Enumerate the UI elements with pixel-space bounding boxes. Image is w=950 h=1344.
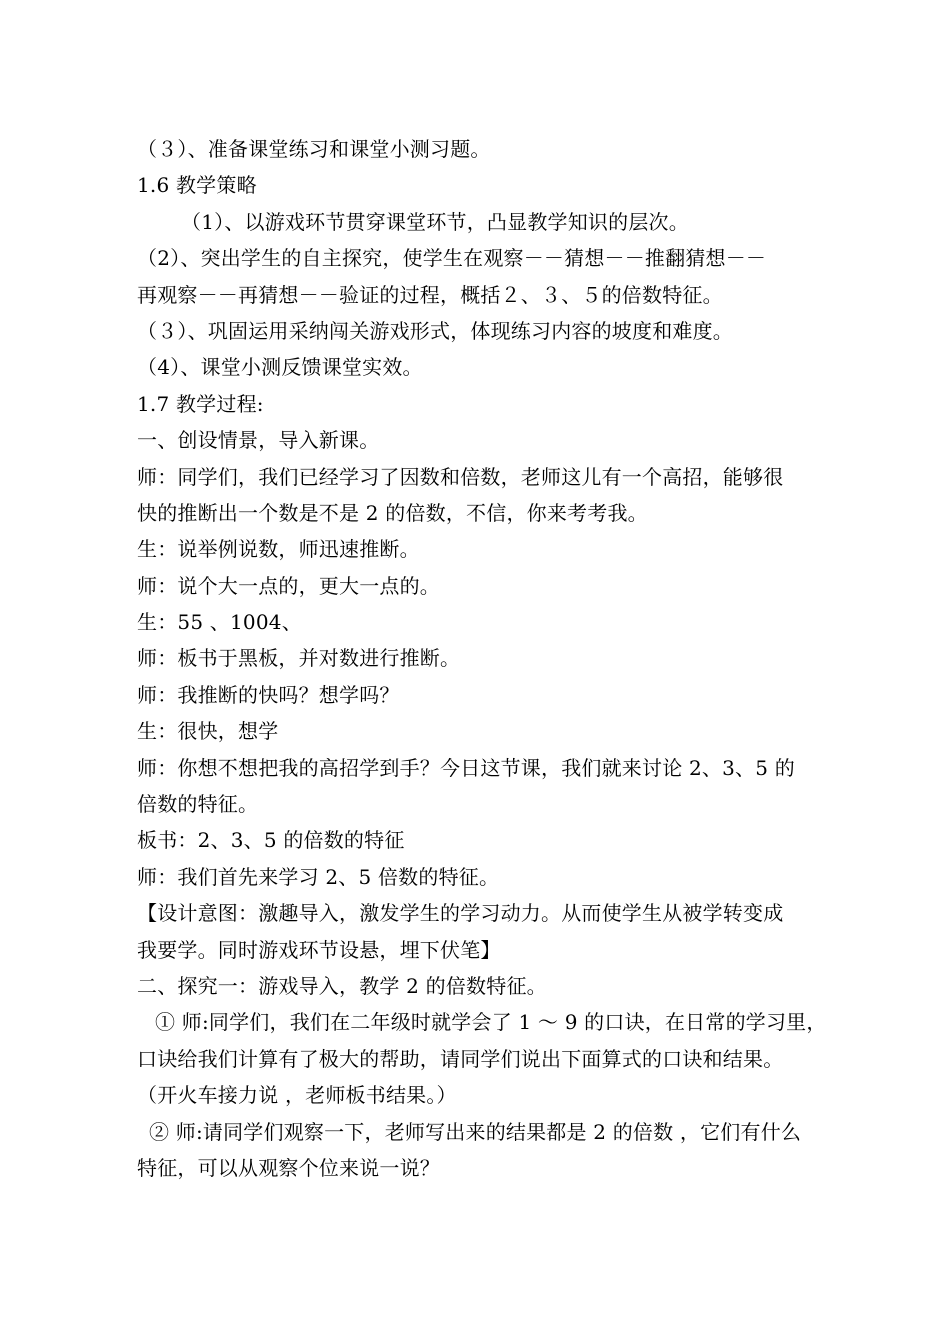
section-heading: 1.6 教学策略 — [137, 173, 257, 198]
section-heading: 1.7 教学过程: — [137, 391, 264, 416]
text-line: 口诀给我们计算有了极大的帮助，请同学们说出下面算式的口诀和结果。 — [137, 1046, 784, 1071]
text-line: （2）、突出学生的自主探究，使学生在观察－－猜想－－推翻猜想－－ — [137, 246, 767, 271]
document-body — [137, 131, 865, 1186]
text-line: 生：55 、1004、 — [137, 610, 302, 635]
text-line: （开火车接力说 ，老师板书结果。） — [137, 1083, 457, 1108]
text-line: （1）、以游戏环节贯穿课堂环节，凸显教学知识的层次。 — [181, 209, 689, 234]
text-line: 师：板书于黑板，并对数进行推断。 — [137, 646, 461, 671]
text-line: 板书：2、3、5 的倍数的特征 — [137, 828, 405, 853]
text-line: 生：说举例说数，师迅速推断。 — [137, 537, 420, 562]
text-line: 师：我们首先来学习 2、5 倍数的特征。 — [137, 864, 500, 889]
text-line: ① 师:同学们，我们在二年级时就学会了 1 ～ 9 的口诀，在日常的学习里， — [155, 1010, 827, 1035]
text-line: 再观察－－再猜想－－验证的过程，概括２、３、５的倍数特征。 — [137, 282, 723, 307]
text-line: 生：很快，想学 — [137, 719, 279, 744]
text-line: 二、探究一：游戏导入，教学 2 的倍数特征。 — [137, 973, 547, 998]
text-line: （３）、巩固运用采纳闯关游戏形式，体现练习内容的坡度和难度。 — [137, 318, 733, 343]
text-line: （３）、准备课堂练习和课堂小测习题。 — [137, 137, 491, 161]
text-line: 特征，可以从观察个位来说一说？ — [137, 1155, 440, 1180]
text-line: 我要学。同时游戏环节设悬，埋下伏笔】 — [137, 937, 501, 962]
text-line: 师：说个大一点的，更大一点的。 — [137, 573, 440, 598]
text-line: （4）、课堂小测反馈课堂实效。 — [137, 355, 423, 380]
text-line: 一、创设情景，导入新课。 — [137, 428, 380, 453]
text-line: 师：我推断的快吗？想学吗？ — [137, 682, 400, 707]
text-line: 师：同学们，我们已经学习了因数和倍数，老师这儿有一个高招，能够很 — [137, 464, 784, 489]
text-line: 师：你想不想把我的高招学到手？今日这节课，我们就来讨论 2、3、5 的 — [137, 755, 795, 780]
text-line: 倍数的特征。 — [137, 792, 259, 817]
text-line: ② 师:请同学们观察一下，老师写出来的结果都是 2 的倍数 ，它们有什么 — [149, 1119, 802, 1144]
text-line: 快的推断出一个数是不是 2 的倍数，不信，你来考考我。 — [137, 500, 648, 525]
text-line: 【设计意图：激趣导入，激发学生的学习动力。从而使学生从被学转变成 — [137, 901, 784, 926]
